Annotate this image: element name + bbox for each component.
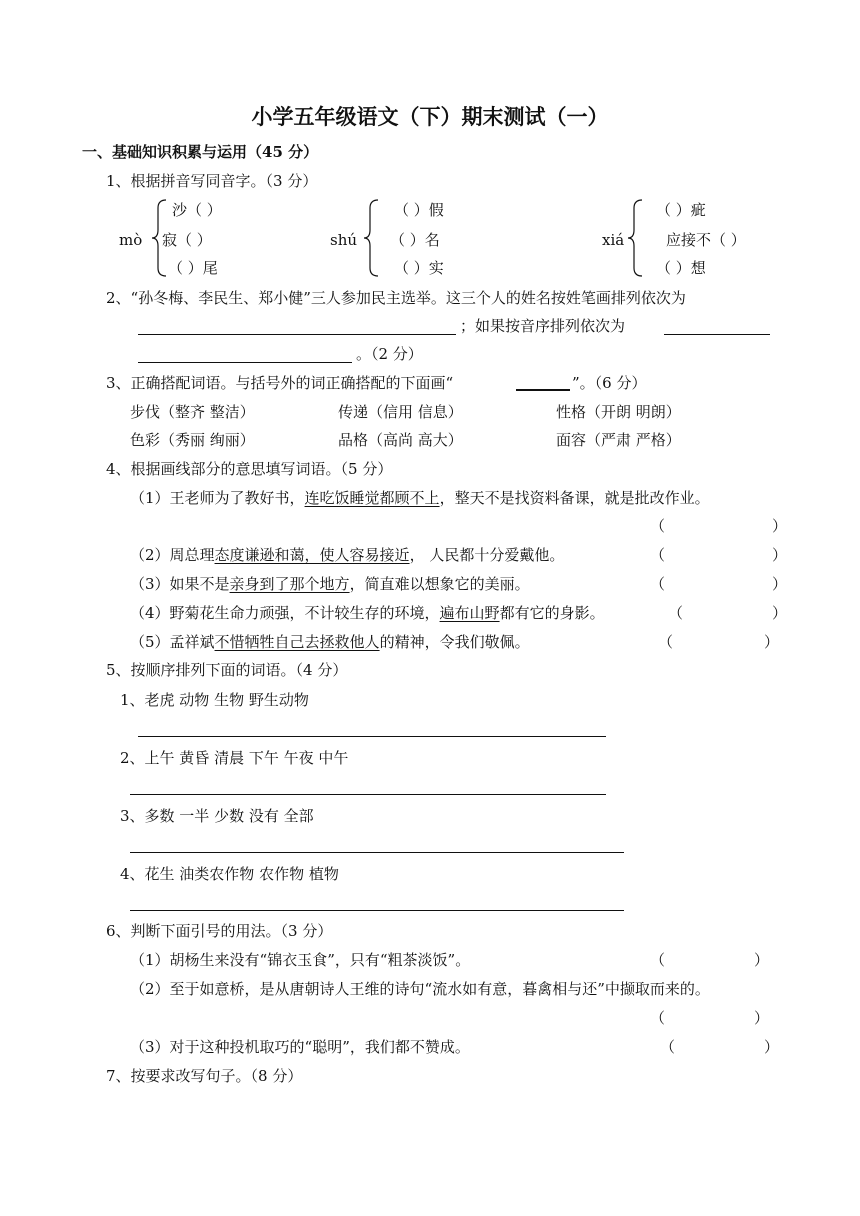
sentence-4: （4）野菊花生命力顽强，不计较生存的环境，遍布山野都有它的身影。 bbox=[130, 604, 605, 622]
word-list: 3、多数 一半 少数 没有 全部 bbox=[120, 807, 314, 825]
sentence-5: （5）孟祥斌不惜牺牲自己去拯救他人的精神，令我们敬佩。 bbox=[130, 633, 530, 651]
underline-sample bbox=[516, 389, 570, 391]
answer-paren-right[interactable]: ） bbox=[764, 1038, 780, 1056]
blank-item[interactable]: 沙（ ） bbox=[172, 201, 222, 219]
pinyin-mo: mò bbox=[119, 231, 143, 249]
sentence-2: （2）周总理态度谦逊和蔼，使人容易接近， 人民都十分爱戴他。 bbox=[130, 546, 565, 564]
word-pair: 步伐（整齐 整洁） bbox=[130, 403, 255, 421]
answer-paren-left[interactable]: （ bbox=[650, 517, 666, 535]
word-pair: 品格（高尚 高大） bbox=[338, 431, 463, 449]
blank-item[interactable]: 寂（ ） bbox=[162, 231, 212, 249]
word-pair: 性格（开朗 明朗） bbox=[556, 403, 681, 421]
judge-sentence-3: （3）对于这种投机取巧的“聪明”，我们都不赞成。 bbox=[130, 1038, 470, 1056]
blank-item[interactable]: 应接不（ ） bbox=[666, 231, 746, 249]
answer-line[interactable] bbox=[138, 736, 606, 737]
question-3-label-end: ”。（6 分） bbox=[572, 374, 647, 392]
sentence-1: （1）王老师为了教好书，连吃饭睡觉都顾不上，整天不是找资料备课，就是批改作业。 bbox=[130, 489, 710, 507]
answer-paren-left[interactable]: （ bbox=[650, 575, 666, 593]
blank-item[interactable]: （ ）实 bbox=[394, 259, 444, 277]
question-7-label: 7、按要求改写句子。（8 分） bbox=[106, 1067, 303, 1085]
pinyin-xia: xiá bbox=[602, 231, 625, 249]
word-list: 2、上午 黄昏 清晨 下午 午夜 中午 bbox=[120, 749, 349, 767]
question-6-label: 6、判断下面引号的用法。（3 分） bbox=[106, 922, 333, 940]
answer-paren-left[interactable]: （ bbox=[650, 546, 666, 564]
question-3-label: 3、正确搭配词语。与括号外的词正确搭配的下面画“ bbox=[106, 374, 454, 392]
answer-line[interactable] bbox=[664, 334, 770, 335]
word-pair: 面容（严肃 严格） bbox=[556, 431, 681, 449]
answer-paren-left[interactable]: （ bbox=[658, 633, 674, 651]
answer-paren-left[interactable]: （ bbox=[650, 1009, 666, 1027]
answer-line[interactable] bbox=[130, 910, 624, 911]
blank-item[interactable]: （ ）假 bbox=[394, 201, 444, 219]
word-list: 1、老虎 动物 生物 野生动物 bbox=[120, 691, 309, 709]
pinyin-shu: shú bbox=[330, 231, 358, 249]
answer-paren-right[interactable]: ） bbox=[772, 575, 788, 593]
answer-line[interactable] bbox=[138, 362, 352, 363]
blank-item[interactable]: （ ）尾 bbox=[168, 259, 218, 277]
judge-sentence-1: （1）胡杨生来没有“锦衣玉食”，只有“粗茶淡饭”。 bbox=[130, 951, 471, 969]
word-pair: 传递（信用 信息） bbox=[338, 403, 463, 421]
question-5-label: 5、按顺序排列下面的词语。（4 分） bbox=[106, 661, 348, 679]
answer-paren-right[interactable]: ） bbox=[754, 1009, 770, 1027]
blank-item[interactable]: （ ）疵 bbox=[656, 201, 706, 219]
question-1-label: 1、根据拼音写同音字。（3 分） bbox=[106, 172, 318, 190]
page-title: 小学五年级语文（下）期末测试（一） bbox=[251, 104, 609, 129]
answer-paren-right[interactable]: ） bbox=[772, 517, 788, 535]
question-2-mid: ；如果按音序排列依次为 bbox=[460, 317, 626, 335]
section-heading: 一、基础知识积累与运用（45 分） bbox=[82, 143, 319, 161]
answer-line[interactable] bbox=[138, 334, 456, 335]
question-2-text: 2、“孙冬梅、李民生、郑小健”三人参加民主选举。这三个人的姓名按姓笔画排列依次为 bbox=[106, 289, 686, 307]
left-brace-icon bbox=[364, 198, 380, 278]
question-4-label: 4、根据画线部分的意思填写词语。（5 分） bbox=[106, 460, 393, 478]
answer-paren-right[interactable]: ） bbox=[772, 604, 788, 622]
blank-item[interactable]: （ ）名 bbox=[390, 231, 440, 249]
left-brace-icon bbox=[628, 198, 644, 278]
answer-line[interactable] bbox=[130, 794, 606, 795]
blank-item[interactable]: （ ）想 bbox=[656, 259, 706, 277]
answer-paren-left[interactable]: （ bbox=[660, 1038, 676, 1056]
answer-paren-left[interactable]: （ bbox=[650, 951, 666, 969]
word-list: 4、花生 油类农作物 农作物 植物 bbox=[120, 865, 339, 883]
judge-sentence-2: （2）至于如意桥，是从唐朝诗人王维的诗句“流水如有意，暮禽相与还”中撷取而来的。 bbox=[130, 980, 710, 998]
answer-paren-right[interactable]: ） bbox=[754, 951, 770, 969]
question-2-end: 。（2 分） bbox=[356, 345, 423, 363]
word-pair: 色彩（秀丽 绚丽） bbox=[130, 431, 255, 449]
answer-paren-right[interactable]: ） bbox=[772, 546, 788, 564]
answer-paren-left[interactable]: （ bbox=[668, 604, 684, 622]
sentence-3: （3）如果不是亲身到了那个地方，简直难以想象它的美丽。 bbox=[130, 575, 530, 593]
answer-paren-right[interactable]: ） bbox=[764, 633, 780, 651]
answer-line[interactable] bbox=[130, 852, 624, 853]
